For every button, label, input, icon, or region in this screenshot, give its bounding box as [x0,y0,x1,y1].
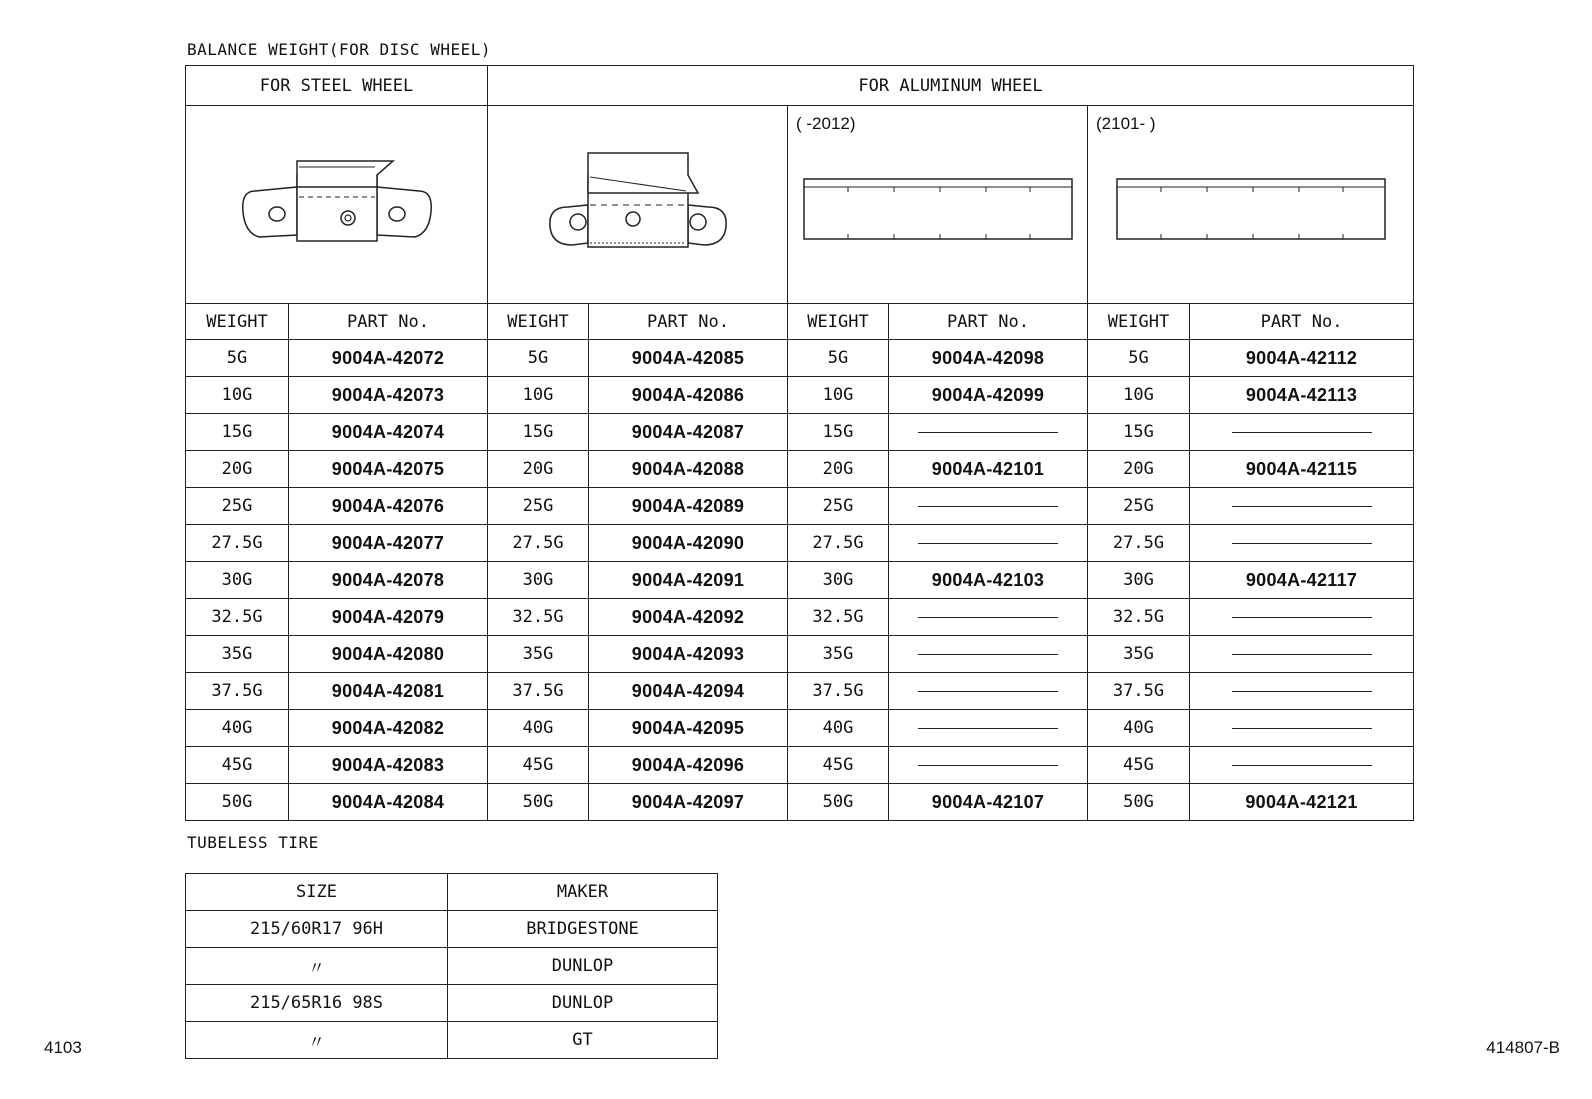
weight-cell: 30G [488,562,589,599]
weight-cell: 25G [186,488,289,525]
weight-row [186,599,1414,636]
alu-part-cell: 9004A-42087 [589,414,788,451]
not-available-dash [918,543,1058,544]
alu2-part-cell: 9004A-42121 [1190,784,1414,821]
alu-part-cell: 9004A-42097 [589,784,788,821]
weight-cell: 50G [488,784,589,821]
weight-row [186,673,1414,710]
aluminum-period-1-illustration [788,106,1088,304]
weight-cell: 5G [186,340,289,377]
weight-cell: 15G [788,414,889,451]
weight-row [186,340,1414,377]
weight-cell: 45G [488,747,589,784]
alu-part-cell: 9004A-42086 [589,377,788,414]
weight-cell: 30G [1088,562,1190,599]
not-available-dash [918,654,1058,655]
weight-cell: 45G [788,747,889,784]
tire-maker-cell: DUNLOP [448,985,718,1022]
tire-size-cell: 215/65R16 98S [186,985,448,1022]
tire-maker-cell: GT [448,1022,718,1059]
weight-row [186,525,1414,562]
alu1-part-cell [889,747,1088,784]
aluminum-weight-illustration [488,106,788,304]
tubeless-tire-table [185,873,718,1059]
weight-cell: 30G [788,562,889,599]
weight-cell: 27.5G [488,525,589,562]
alu-part-cell: 9004A-42088 [589,451,788,488]
col-weight-alu: WEIGHT [488,304,589,340]
page-number: 4103 [44,1038,82,1057]
weight-cell: 37.5G [488,673,589,710]
weight-row [186,747,1414,784]
weight-cell: 32.5G [186,599,289,636]
weight-cell: 50G [788,784,889,821]
not-available-dash [1232,432,1372,433]
not-available-dash [918,691,1058,692]
alu1-part-cell: 9004A-42099 [889,377,1088,414]
weight-cell: 5G [488,340,589,377]
column-header-row [186,304,1414,340]
steel-part-cell: 9004A-42084 [289,784,488,821]
weight-cell: 32.5G [788,599,889,636]
weight-cell: 50G [1088,784,1190,821]
alu1-part-cell [889,599,1088,636]
steel-part-cell: 9004A-42083 [289,747,488,784]
tire-maker-cell: BRIDGESTONE [448,911,718,948]
not-available-dash [1232,691,1372,692]
tubeless-tire-caption: TUBELESS TIRE [187,833,319,852]
period-label-2: (2101- ) [1096,114,1156,133]
weight-cell: 35G [186,636,289,673]
alu1-part-cell [889,710,1088,747]
alu2-part-cell: 9004A-42112 [1190,340,1414,377]
alu2-part-cell [1190,488,1414,525]
weight-cell: 25G [1088,488,1190,525]
alu2-part-cell: 9004A-42115 [1190,451,1414,488]
alu2-part-cell [1190,525,1414,562]
not-available-dash [1232,506,1372,507]
weight-cell: 15G [488,414,589,451]
weight-row [186,451,1414,488]
weight-cell: 20G [488,451,589,488]
steel-part-cell: 9004A-42075 [289,451,488,488]
weight-cell: 40G [788,710,889,747]
balance-weight-caption: BALANCE WEIGHT(FOR DISC WHEEL) [187,40,491,59]
steel-weight-illustration [186,106,488,304]
alu-part-cell: 9004A-42089 [589,488,788,525]
header-aluminum-wheel: FOR ALUMINUM WHEEL [488,66,1414,106]
weight-cell: 15G [186,414,289,451]
not-available-dash [918,765,1058,766]
tire-size-cell: 〃 [186,948,448,985]
alu2-part-cell: 9004A-42117 [1190,562,1414,599]
tire-size-cell: 〃 [186,1022,448,1059]
alu1-part-cell [889,488,1088,525]
not-available-dash [1232,765,1372,766]
steel-part-cell: 9004A-42078 [289,562,488,599]
tire-row [186,911,718,948]
alu1-part-cell [889,525,1088,562]
weight-cell: 27.5G [186,525,289,562]
alu1-part-cell [889,636,1088,673]
steel-part-cell: 9004A-42077 [289,525,488,562]
weight-cell: 35G [488,636,589,673]
alu1-part-cell: 9004A-42098 [889,340,1088,377]
period-label-1: ( -2012) [796,114,856,133]
alu1-part-cell [889,414,1088,451]
not-available-dash [1232,654,1372,655]
steel-part-cell: 9004A-42079 [289,599,488,636]
weight-row [186,377,1414,414]
aluminum-period-2-illustration [1088,106,1414,304]
tire-size-cell: 215/60R17 96H [186,911,448,948]
col-part-alu1: PART No. [889,304,1088,340]
col-weight-steel: WEIGHT [186,304,289,340]
weight-cell: 32.5G [488,599,589,636]
weight-row [186,710,1414,747]
alu-part-cell: 9004A-42094 [589,673,788,710]
alu1-part-cell: 9004A-42103 [889,562,1088,599]
weight-cell: 20G [788,451,889,488]
col-maker: MAKER [448,874,718,911]
alu1-part-cell: 9004A-42107 [889,784,1088,821]
not-available-dash [918,506,1058,507]
alu2-part-cell [1190,710,1414,747]
alu-part-cell: 9004A-42091 [589,562,788,599]
steel-part-cell: 9004A-42074 [289,414,488,451]
alu-part-cell: 9004A-42092 [589,599,788,636]
not-available-dash [918,432,1058,433]
steel-part-cell: 9004A-42081 [289,673,488,710]
weight-cell: 30G [186,562,289,599]
weight-row [186,636,1414,673]
alu2-part-cell: 9004A-42113 [1190,377,1414,414]
not-available-dash [918,617,1058,618]
alu-part-cell: 9004A-42095 [589,710,788,747]
weight-cell: 10G [186,377,289,414]
col-part-steel: PART No. [289,304,488,340]
weight-cell: 20G [186,451,289,488]
weight-cell: 27.5G [788,525,889,562]
col-weight-alu2: WEIGHT [1088,304,1190,340]
weight-cell: 25G [488,488,589,525]
weight-cell: 37.5G [788,673,889,710]
weight-cell: 35G [1088,636,1190,673]
weight-cell: 10G [488,377,589,414]
balance-weight-table [185,65,1414,821]
weight-cell: 40G [186,710,289,747]
alu2-part-cell [1190,747,1414,784]
tire-row [186,948,718,985]
steel-part-cell: 9004A-42082 [289,710,488,747]
not-available-dash [1232,617,1372,618]
weight-cell: 35G [788,636,889,673]
alu-part-cell: 9004A-42085 [589,340,788,377]
col-size: SIZE [186,874,448,911]
alu1-part-cell [889,673,1088,710]
weight-cell: 20G [1088,451,1190,488]
alu-part-cell: 9004A-42093 [589,636,788,673]
not-available-dash [918,728,1058,729]
col-part-alu2: PART No. [1190,304,1414,340]
weight-cell: 27.5G [1088,525,1190,562]
alu-part-cell: 9004A-42096 [589,747,788,784]
header-steel-wheel: FOR STEEL WHEEL [186,66,488,106]
weight-cell: 10G [788,377,889,414]
drawing-id: 414807-B [1486,1038,1560,1057]
weight-cell: 10G [1088,377,1190,414]
col-weight-alu1: WEIGHT [788,304,889,340]
alu2-part-cell [1190,599,1414,636]
weight-cell: 40G [1088,710,1190,747]
tire-row [186,985,718,1022]
col-part-alu: PART No. [589,304,788,340]
weight-cell: 5G [1088,340,1190,377]
steel-part-cell: 9004A-42080 [289,636,488,673]
weight-cell: 40G [488,710,589,747]
steel-part-cell: 9004A-42073 [289,377,488,414]
alu2-part-cell [1190,414,1414,451]
alu2-part-cell [1190,636,1414,673]
weight-row [186,784,1414,821]
alu2-part-cell [1190,673,1414,710]
steel-part-cell: 9004A-42076 [289,488,488,525]
not-available-dash [1232,543,1372,544]
tire-maker-cell: DUNLOP [448,948,718,985]
weight-cell: 37.5G [1088,673,1190,710]
tire-row [186,1022,718,1059]
weight-cell: 45G [1088,747,1190,784]
weight-cell: 45G [186,747,289,784]
alu-part-cell: 9004A-42090 [589,525,788,562]
weight-cell: 25G [788,488,889,525]
weight-cell: 15G [1088,414,1190,451]
weight-cell: 50G [186,784,289,821]
steel-part-cell: 9004A-42072 [289,340,488,377]
weight-row [186,414,1414,451]
weight-cell: 32.5G [1088,599,1190,636]
weight-row [186,562,1414,599]
weight-cell: 37.5G [186,673,289,710]
weight-row [186,488,1414,525]
alu1-part-cell: 9004A-42101 [889,451,1088,488]
not-available-dash [1232,728,1372,729]
weight-cell: 5G [788,340,889,377]
